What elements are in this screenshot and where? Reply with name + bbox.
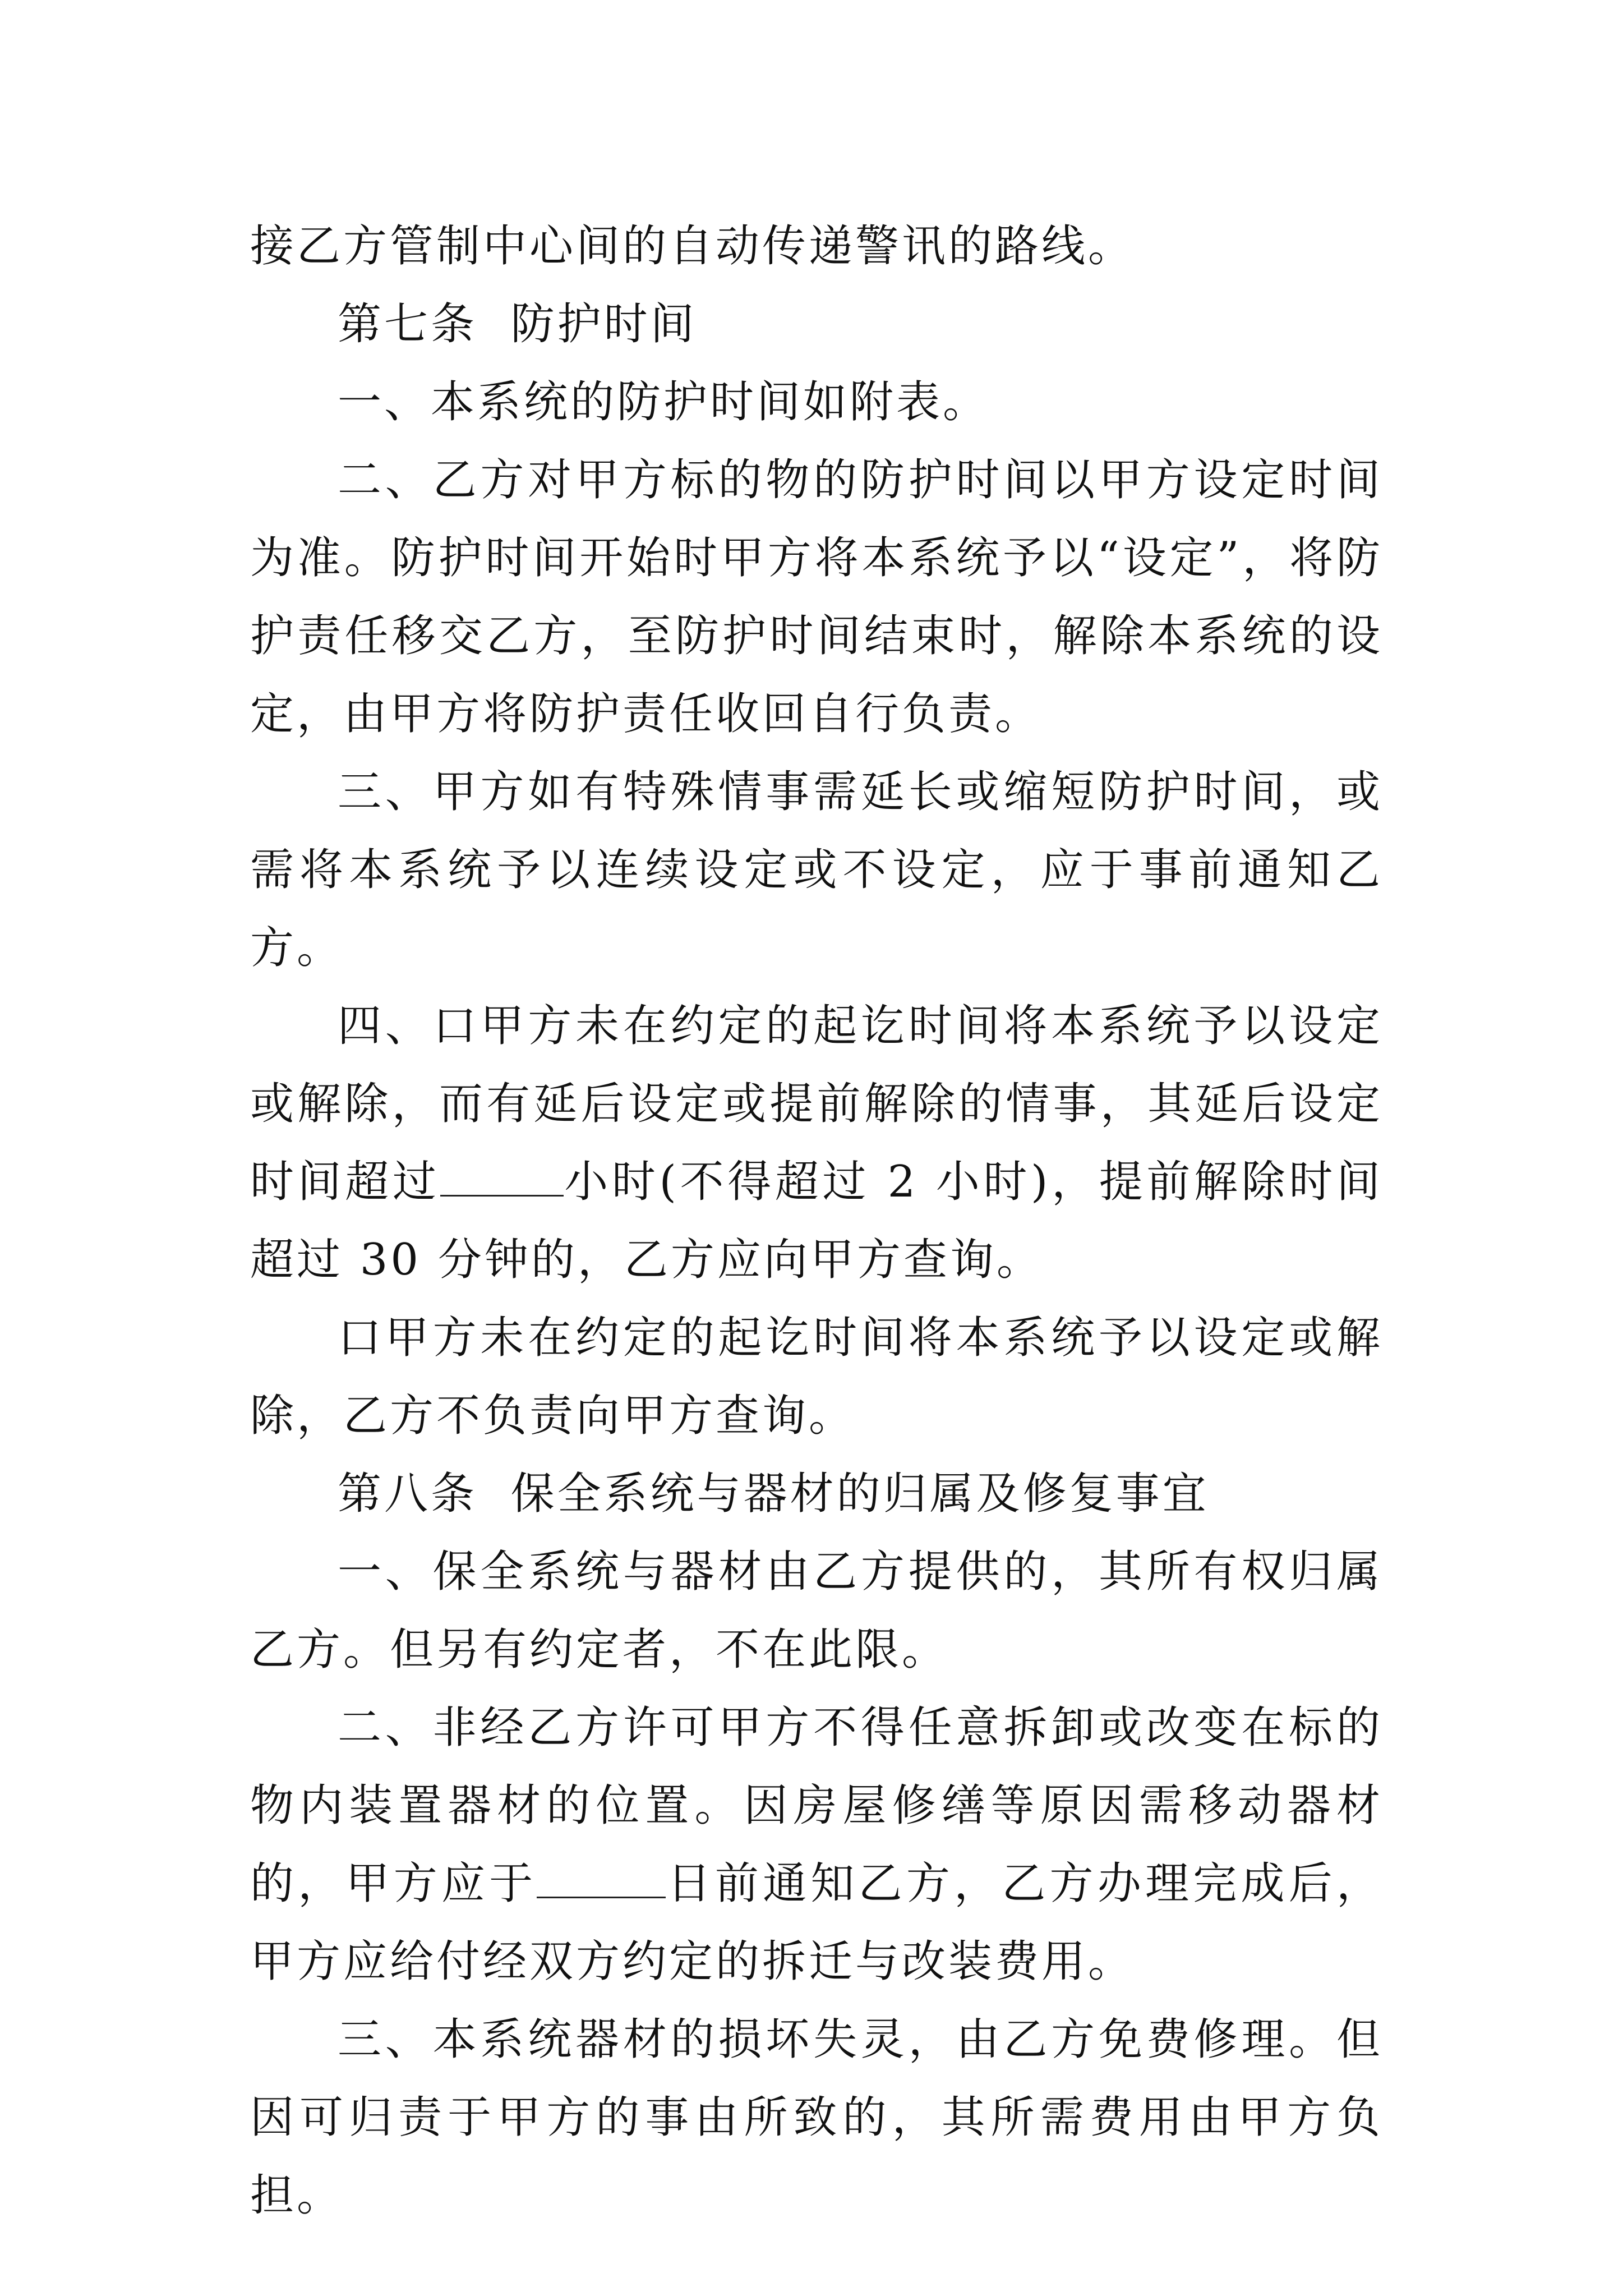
paragraph-text: 口甲方未在约定的起讫时间将本系统予以设定或解除，乙方不负责向甲方查询。 — [250, 1313, 1383, 1441]
article-8-clause-2 — [250, 1689, 1383, 2001]
article-7-clause-4-option — [250, 1299, 1383, 1455]
article-8-heading — [250, 1455, 1383, 1533]
paragraph-text: 三、甲方如有特殊情事需延长或缩短防护时间，或需将本系统予以连续设定或不设定，应于事前通知乙方。 — [250, 767, 1383, 973]
heading-text: 第八条 保全系统与器材的归属及修复事宜 — [338, 1469, 1209, 1519]
article-7-clause-2 — [250, 441, 1383, 753]
heading-text: 第七条 防护时间 — [338, 299, 697, 349]
days-blank-field[interactable] — [537, 1863, 666, 1898]
paragraph-text: 二、非经乙方许可甲方不得任意拆卸或改变在标的物内装置器材的位置。因房屋修缮等原因需移动器材的，甲方应于 — [250, 1703, 1383, 1909]
paragraph-text: 接乙方管制中心间的自动传递警讯的路线。 — [250, 221, 1135, 272]
article-8-clause-3 — [250, 2001, 1383, 2235]
paragraph-text: 二、乙方对甲方标的物的防护时间以甲方设定时间为准。防护时间开始时甲方将本系统予以“设定”，将防护责任移交乙方，至防护时间结束时，解除本系统的设定，由甲方将防护责任收回自行负责。 — [250, 455, 1383, 739]
article-7-clause-4 — [250, 987, 1383, 1299]
paragraph-text: 三、本系统器材的损坏失灵，由乙方免费修理。但因可归责于甲方的事由所致的，其所需费用由甲方负担。 — [250, 2014, 1383, 2221]
paragraph-text: 一、本系统的防护时间如附表。 — [338, 377, 990, 427]
paragraph-continuation — [250, 208, 1383, 286]
paragraph-text: 小时(不得超过 2 小时)，提前解除时间超过 30 分钟的，乙方应向甲方查询。 — [250, 1157, 1383, 1285]
article-7-heading — [250, 286, 1383, 364]
article-8-clause-1 — [250, 1533, 1383, 1689]
document-body — [250, 208, 1383, 2235]
hours-blank-field[interactable] — [440, 1161, 564, 1197]
paragraph-text: 四、口甲方未在约定的起讫时间将本系统予以设定或解除，而有延后设定或提前解除的情事，其延后设定时间超过 — [250, 1001, 1383, 1207]
paragraph-text: 日前通知乙方，乙方办理完成后，甲方应给付经双方约定的拆迁与改装费用。 — [250, 1858, 1383, 1987]
article-7-clause-1 — [250, 364, 1383, 441]
article-7-clause-3 — [250, 753, 1383, 987]
paragraph-text: 一、保全系统与器材由乙方提供的，其所有权归属乙方。但另有约定者，不在此限。 — [250, 1547, 1383, 1675]
